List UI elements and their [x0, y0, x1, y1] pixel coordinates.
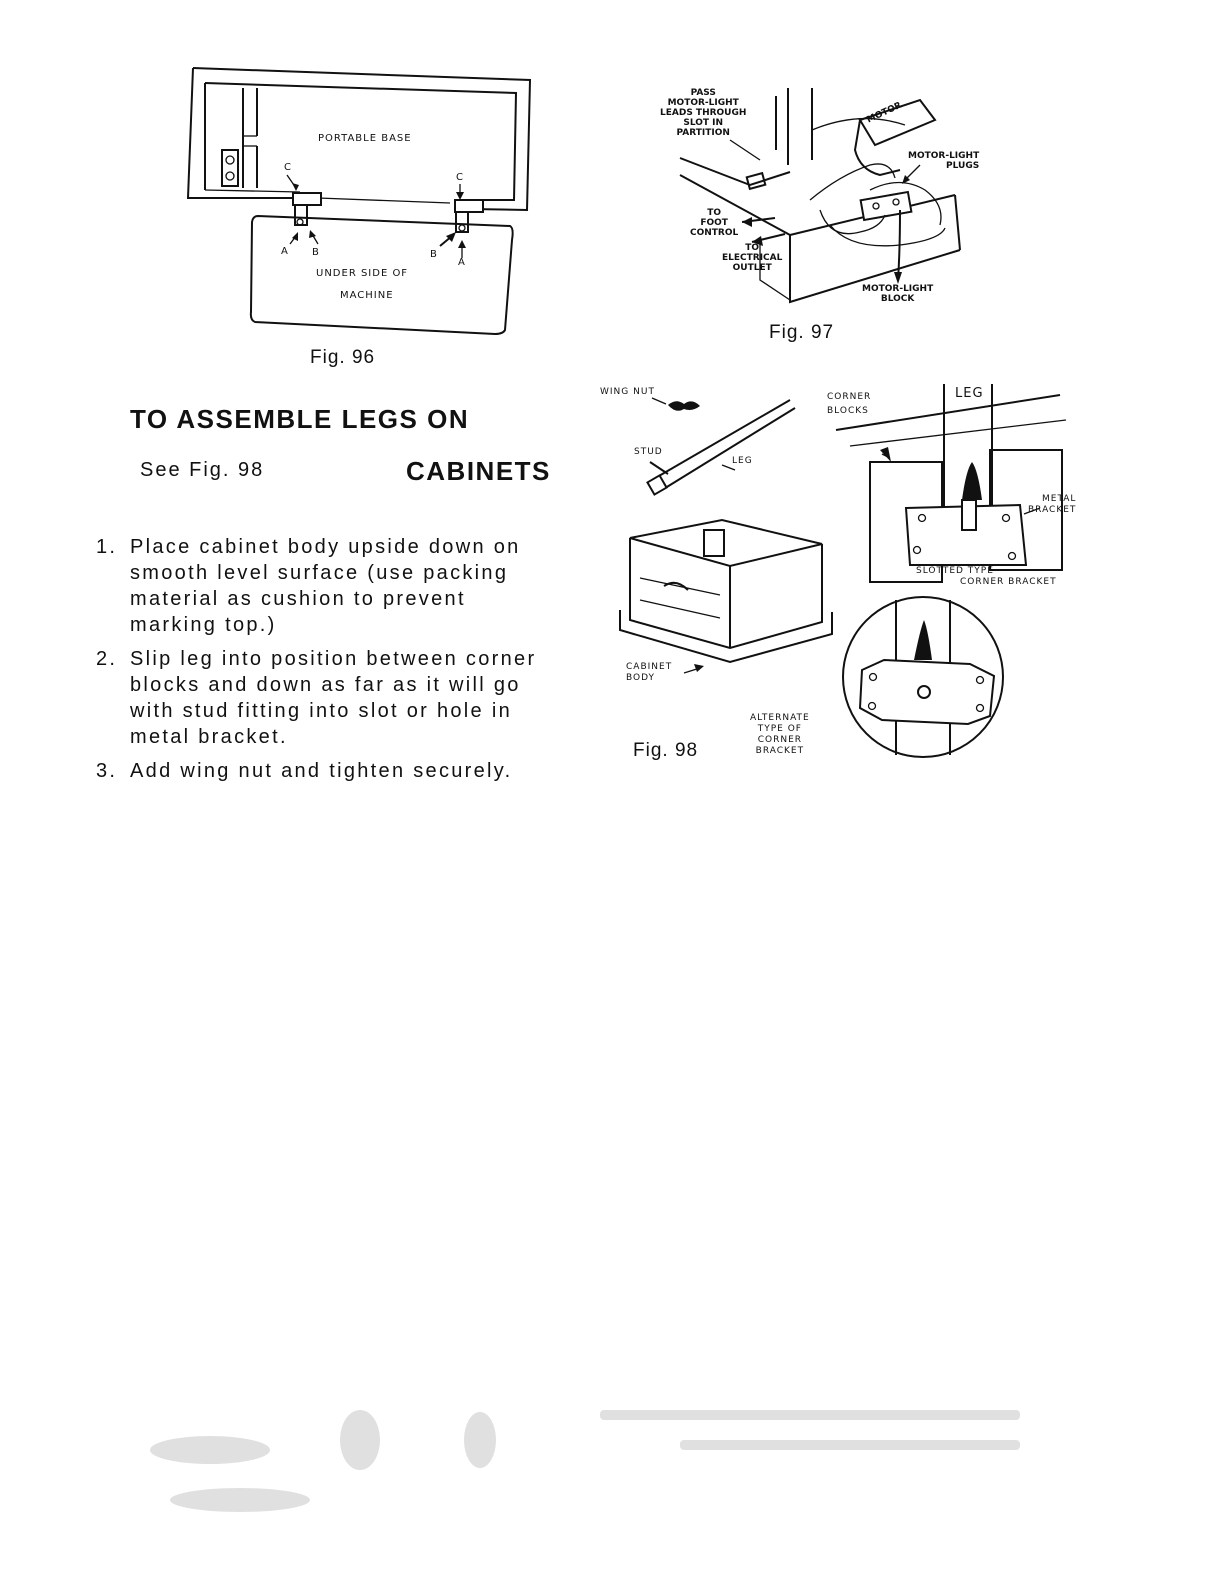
- step-text-line: smooth level surface (use packing: [130, 562, 509, 584]
- step-text-line: Add wing nut and tighten securely.: [130, 760, 513, 782]
- step-text-line: Slip leg into position between corner: [130, 648, 537, 670]
- step-text-line: material as cushion to prevent: [130, 588, 466, 610]
- step-number: 3.: [96, 760, 118, 782]
- fig97-motor-light-plugs-label: MOTOR-LIGHT PLUGS: [908, 151, 980, 171]
- fig98-metal-bracket-label: METAL BRACKET: [1028, 494, 1077, 515]
- step-text-line: with stud fitting into slot or hole in: [130, 700, 512, 722]
- fig97-foot-control-label: TO FOOT CONTROL: [690, 208, 739, 238]
- fig96-label-a-right: A: [458, 257, 466, 268]
- step-text-line: metal bracket.: [130, 726, 288, 748]
- step-text-line: blocks and down as far as it will go: [130, 674, 521, 696]
- step-text-line: Place cabinet body upside down on: [130, 536, 521, 558]
- fig96-label-b-left: B: [312, 247, 320, 258]
- fig97-pass-leads-label: PASS MOTOR-LIGHT LEADS THROUGH SLOT IN PARTITION: [660, 88, 747, 138]
- fig98-cabinet-body-label: CABINET BODY: [626, 662, 673, 683]
- fig97-electrical-outlet-label: TO ELECTRICAL OUTLET: [722, 243, 783, 273]
- fig98-leg-label-small: LEG: [732, 456, 753, 466]
- section-title-line1: TO ASSEMBLE LEGS ON: [130, 404, 470, 434]
- fig98-wing-nut-label: WING NUT: [600, 387, 655, 397]
- fig98-alternate-type-label: ALTERNATE TYPE OF CORNER BRACKET: [750, 713, 810, 756]
- fig96-label-a-left: A: [281, 246, 289, 257]
- fig96-portable-base-label: PORTABLE BASE: [318, 133, 412, 144]
- step-number: 2.: [96, 648, 118, 670]
- fig97-motor-light-block-label: MOTOR-LIGHT BLOCK: [862, 284, 934, 304]
- fig96-caption: Fig. 96: [310, 347, 376, 368]
- fig97-motor-label: MOTOR: [865, 100, 904, 126]
- section-title-line2: CABINETS: [406, 456, 551, 486]
- fig96-label-b-right: B: [430, 249, 438, 260]
- fig97-caption: Fig. 97: [769, 322, 835, 343]
- step-number: 1.: [96, 536, 118, 558]
- fig96-label-c-left: C: [284, 162, 292, 173]
- fig98-stud-label: STUD: [634, 447, 663, 457]
- fig98-corner-blocks-label: CORNER BLOCKS: [827, 392, 872, 416]
- fig98-leg-label-large: LEG: [955, 386, 984, 401]
- fig96-under-side-label: UNDER SIDE OF: [316, 268, 409, 279]
- step-text-line: marking top.): [130, 614, 277, 636]
- fig98-caption: Fig. 98: [633, 740, 699, 761]
- fig98-slotted-type-label: SLOTTED TYPE CORNER BRACKET: [916, 566, 1057, 587]
- see-figure-reference: See Fig. 98: [140, 459, 265, 481]
- fig96-machine-label: MACHINE: [340, 290, 394, 301]
- fig96-label-c-right: C: [456, 172, 464, 183]
